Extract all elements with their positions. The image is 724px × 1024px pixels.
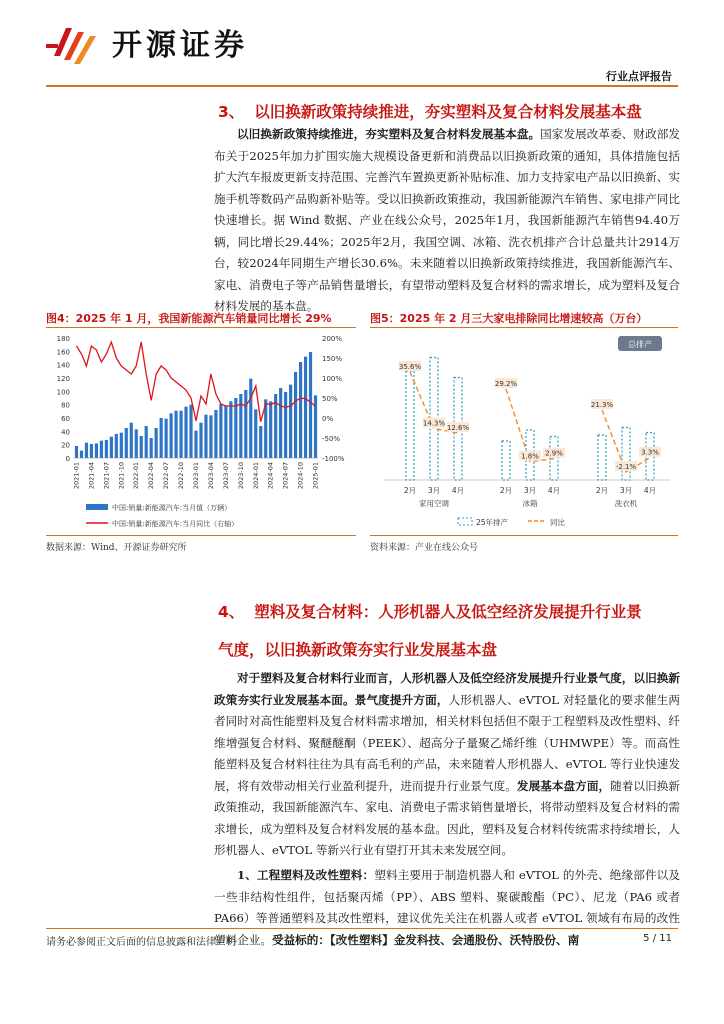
fig4-x-tick: 2022-04 <box>147 462 156 490</box>
fig4-bar <box>90 444 93 458</box>
fig4-bar <box>165 419 168 458</box>
fig4-x-tick: 2022-07 <box>162 462 171 490</box>
fig4-x-tick: 2023-10 <box>236 462 245 490</box>
fig4-legend-bar-label: 中国:销量:新能源汽车:当月值（万辆） <box>112 504 232 512</box>
fig4-bar <box>140 436 143 458</box>
fig4-x-tick: 2022-10 <box>177 462 186 490</box>
fig4-left-tick: 40 <box>61 428 70 437</box>
fig5-yoy-label: 21.3% <box>590 400 614 409</box>
fig4-bar <box>204 415 207 458</box>
fig4-bar <box>135 429 138 458</box>
footer-disclaimer: 请务必参阅正文后面的信息披露和法律声明 <box>46 937 236 948</box>
fig4-left-tick: 60 <box>61 415 70 423</box>
fig4-right-tick: 150% <box>322 355 343 363</box>
fig4-bar <box>155 428 158 458</box>
fig5-month-label: 3月 <box>523 486 537 495</box>
fig5-yoy-label: 35.6% <box>398 363 422 371</box>
fig4-left-tick: 140 <box>56 361 70 370</box>
fig4-bar <box>160 418 163 458</box>
fig4-x-tick: 2024-01 <box>251 462 260 490</box>
section-4-number: 4、 <box>218 603 245 621</box>
fig4-bar <box>254 409 257 458</box>
fig4-left-tick: 160 <box>56 348 70 357</box>
fig4-bar <box>209 415 212 458</box>
fig4-right-tick: 100% <box>322 375 343 383</box>
fig4-right-tick: -50% <box>322 435 341 443</box>
fig4-x-tick: 2021-01 <box>72 462 81 490</box>
section-3-paragraph <box>214 124 680 318</box>
brand-name: 开源证券 <box>112 28 248 63</box>
fig4-bar <box>120 433 123 458</box>
fig4-bar <box>244 390 247 458</box>
section-3-title: 以旧换新政策持续推进，夯实塑料及复合材料发展基本盘 <box>254 103 642 121</box>
section-4-title-line2: 气度，以旧换新政策夯实行业发展基本盘 <box>218 641 498 659</box>
fig5-source: 资料来源：产业在线公众号 <box>370 543 479 553</box>
fig4-bar <box>279 388 282 458</box>
fig5-yoy-label: -2.1% <box>615 463 637 471</box>
fig4-x-tick: 2023-07 <box>221 462 230 490</box>
section-4-title-line1: 塑料及复合材料：人形机器人及低空经济发展提升行业景 <box>254 603 642 621</box>
fig4-bar <box>299 362 302 458</box>
fig4-bar <box>85 443 88 458</box>
fig4-bar <box>249 379 252 458</box>
fig4-left-tick: 20 <box>61 441 70 450</box>
section-4-heading <box>218 600 642 622</box>
brand-logo-icon <box>46 22 96 66</box>
s4-p1-body2: 随着以旧换新政策推动，我国新能源汽车、家电、消费电子需求销售量增长，将带动塑料及复合材料的需求增长，成为塑料及复合材料发展的基本盘。因此，塑料及复合材料传统需求持续增长，人形机器人、eVTOL 等新兴行业有望打开其未来发展空间。 <box>214 778 680 857</box>
fig4-bar <box>189 405 192 458</box>
fig5-yoy-label: 2.9% <box>545 449 563 458</box>
fig4-source: 数据来源：Wind、开源证券研究所 <box>46 543 187 553</box>
fig4-bar <box>294 372 297 458</box>
fig5-bottom-rule <box>370 535 678 536</box>
page-number: 5 / 11 <box>643 933 672 944</box>
fig4-bar <box>80 451 83 458</box>
fig5-month-label: 4月 <box>547 486 561 495</box>
fig4-bar <box>179 411 182 458</box>
fig4-bar <box>105 440 108 458</box>
fig4-bar <box>284 392 287 458</box>
fig4-x-tick: 2021-04 <box>87 462 96 490</box>
fig4-legend-bar-swatch <box>86 504 108 510</box>
fig4-legend-line-label: 中国:销量:新能源汽车:当月同比（右轴） <box>112 520 239 528</box>
s4-p2-body: 塑料主要用于制造机器人和 eVTOL 的外壳、绝缘部件以及一些非结构性组件，包括聚丙烯（PP）、ABS 塑料、聚碳酸酯（PC）、尼龙（PA6 或者 PA66）等普通塑料及其改性塑料，建议优先关注在机器人或者 eVTOL 领域有布局的改性塑料企业。 <box>214 868 680 947</box>
fig5-legend-bar-label: 25年排产 <box>476 518 509 527</box>
fig5-month-label: 2月 <box>403 486 417 495</box>
fig5-month-label: 4月 <box>451 486 465 495</box>
fig4-bottom-rule <box>46 535 356 536</box>
fig4-bar <box>174 411 177 458</box>
fig4-title: 图4：2025 年 1 月，我国新能源汽车销量同比增长 29% <box>46 312 332 325</box>
fig5-yoy-label: 3.3% <box>641 448 659 457</box>
fig4-x-tick: 2025-01 <box>311 462 320 490</box>
fig5-title: 图5：2025 年 2 月三大家电排除同比增速较高（万台） <box>370 312 648 325</box>
fig4-bar <box>110 437 113 458</box>
fig4-right-tick: 200% <box>322 335 343 343</box>
fig5-title-rule <box>370 327 678 328</box>
fig4-x-tick: 2023-04 <box>206 462 215 490</box>
footer-divider <box>46 928 678 929</box>
fig4-bar <box>75 446 78 458</box>
fig4-bar <box>145 426 148 458</box>
fig4-bar <box>259 426 262 458</box>
section-4-paragraph-1 <box>214 668 680 862</box>
fig4-x-tick: 2021-07 <box>102 462 111 490</box>
s4-p1-body1: 人形机器人、eVTOL 对轻量化的要求催生两者同时对高性能塑料及复合材料需求增加，相关材料包括但不限于工程塑料及改性塑料、纤维增强复合材料、聚醚醚酮（PEEK）、超高分子量聚乙烯纤维（UHMWPE）等。而高性能塑料及复合材料往往为具有高毛利的产品，未来随着人形机器人、eVTOL 等行业快速发展，将有效带动相关行业盈利提升，进而提升行业景气度。 <box>214 692 680 793</box>
fig5-legend-line-label: 同比 <box>550 518 565 527</box>
fig5-yoy-label: 29.2% <box>494 379 518 388</box>
fig4-bar <box>219 404 222 458</box>
fig5-group-label: 洗衣机 <box>614 499 638 508</box>
fig4-x-tick: 2024-10 <box>296 462 305 490</box>
header-divider <box>46 85 678 87</box>
fig4-x-tick: 2022-01 <box>132 462 141 490</box>
fig4-bar <box>199 423 202 458</box>
fig4-bar <box>234 398 237 458</box>
fig4-left-tick: 0 <box>65 455 70 463</box>
fig4-bar <box>214 410 217 458</box>
fig4-bar <box>150 438 153 458</box>
section-3-number: 3、 <box>218 103 245 121</box>
fig5-yoy-label: 1.8% <box>521 452 539 461</box>
fig4-bar <box>95 443 98 458</box>
fig5-group-label: 冰箱 <box>522 499 538 508</box>
fig4-bar <box>170 413 173 458</box>
fig4-right-tick: 50% <box>322 395 338 403</box>
fig4-bar <box>309 352 312 458</box>
fig4-left-tick: 80 <box>61 401 70 410</box>
fig4-chart <box>46 330 356 530</box>
fig4-x-tick: 2021-10 <box>117 462 126 490</box>
fig5-month-label: 4月 <box>643 486 657 495</box>
section-3-body: 国家发展改革委、财政部发布关于2025年加力扩围实施大规模设备更新和消费品以旧换新政策的通知，具体措施包括扩大汽车报废更新支持范围、完善汽车置换更新补贴标准、加力支持家电产品以旧换新、实施手机等数码产品购新补贴等。受以旧换新政策推动，我国新能源汽车销售、家电排产同比快速增长。据 Wind 数据、产业在线公众号，2025年1月，我国新能源汽车销售94.40万辆，同比增长29.44%；2025年2月，我国空调、冰箱、洗衣机排产合计总量共计2914万台，较2024年同期生产增长30.6%。未来随着以旧换新政策持续推进，我国新能源汽车、家电、消费电子等产品销售量增长，有望带动塑料及复合材料的需求增长，成为塑料及复合材料发展的基本盘。 <box>214 127 680 313</box>
section-3-heading <box>218 100 642 122</box>
s4-p2-lead: 1、工程塑料及改性塑料： <box>237 868 375 882</box>
fig5-yoy-label: 12.6% <box>446 424 470 433</box>
s4-p1-lead: 对于塑料及复合材料行业而言，人形机器人及低空经济发展提升行业景气度，以旧换新政策夯实行业发展基本面。景气度提升方面， <box>214 671 680 707</box>
fig5-month-label: 2月 <box>595 486 609 495</box>
fig4-bar <box>184 407 187 458</box>
fig5-group-label: 家用空调 <box>419 499 449 508</box>
fig5-month-label: 3月 <box>427 486 441 495</box>
fig4-right-tick: 0% <box>322 415 334 423</box>
fig4-bar <box>125 428 128 458</box>
fig4-bar <box>269 401 272 458</box>
fig4-bar <box>229 401 232 458</box>
fig5-yoy-label: 14.3% <box>422 419 446 428</box>
report-type-label: 行业点评报告 <box>606 70 672 83</box>
fig4-bar <box>100 441 103 458</box>
fig4-x-tick: 2023-01 <box>192 462 200 490</box>
fig4-left-tick: 100 <box>56 388 70 397</box>
s4-p1-lead2: 发展基本盘方面， <box>516 778 611 793</box>
fig4-left-tick: 180 <box>56 335 70 343</box>
section-3-lead: 以旧换新政策持续推进，夯实塑料及复合材料发展基本盘。 <box>237 127 541 141</box>
fig4-bar <box>130 423 133 458</box>
fig4-left-tick: 120 <box>56 375 70 383</box>
fig5-month-label: 2月 <box>499 486 513 495</box>
s4-p2-beneficiaries: 受益标的：【改性塑料】金发科技、会通股份、沃特股份、南 <box>271 932 580 947</box>
fig4-bar <box>224 406 227 458</box>
fig4-bar <box>289 385 292 458</box>
fig5-chart <box>370 330 678 534</box>
fig4-bar <box>304 357 307 458</box>
fig5-badge-label: 总排产 <box>628 340 652 349</box>
fig4-x-tick: 2024-04 <box>266 462 275 490</box>
fig4-bar <box>115 434 118 458</box>
fig4-right-tick: -100% <box>322 455 345 463</box>
fig4-x-tick: 2024-07 <box>281 462 290 490</box>
fig5-month-label: 3月 <box>619 486 633 495</box>
fig4-bar <box>194 431 197 458</box>
fig4-title-rule <box>46 327 356 328</box>
